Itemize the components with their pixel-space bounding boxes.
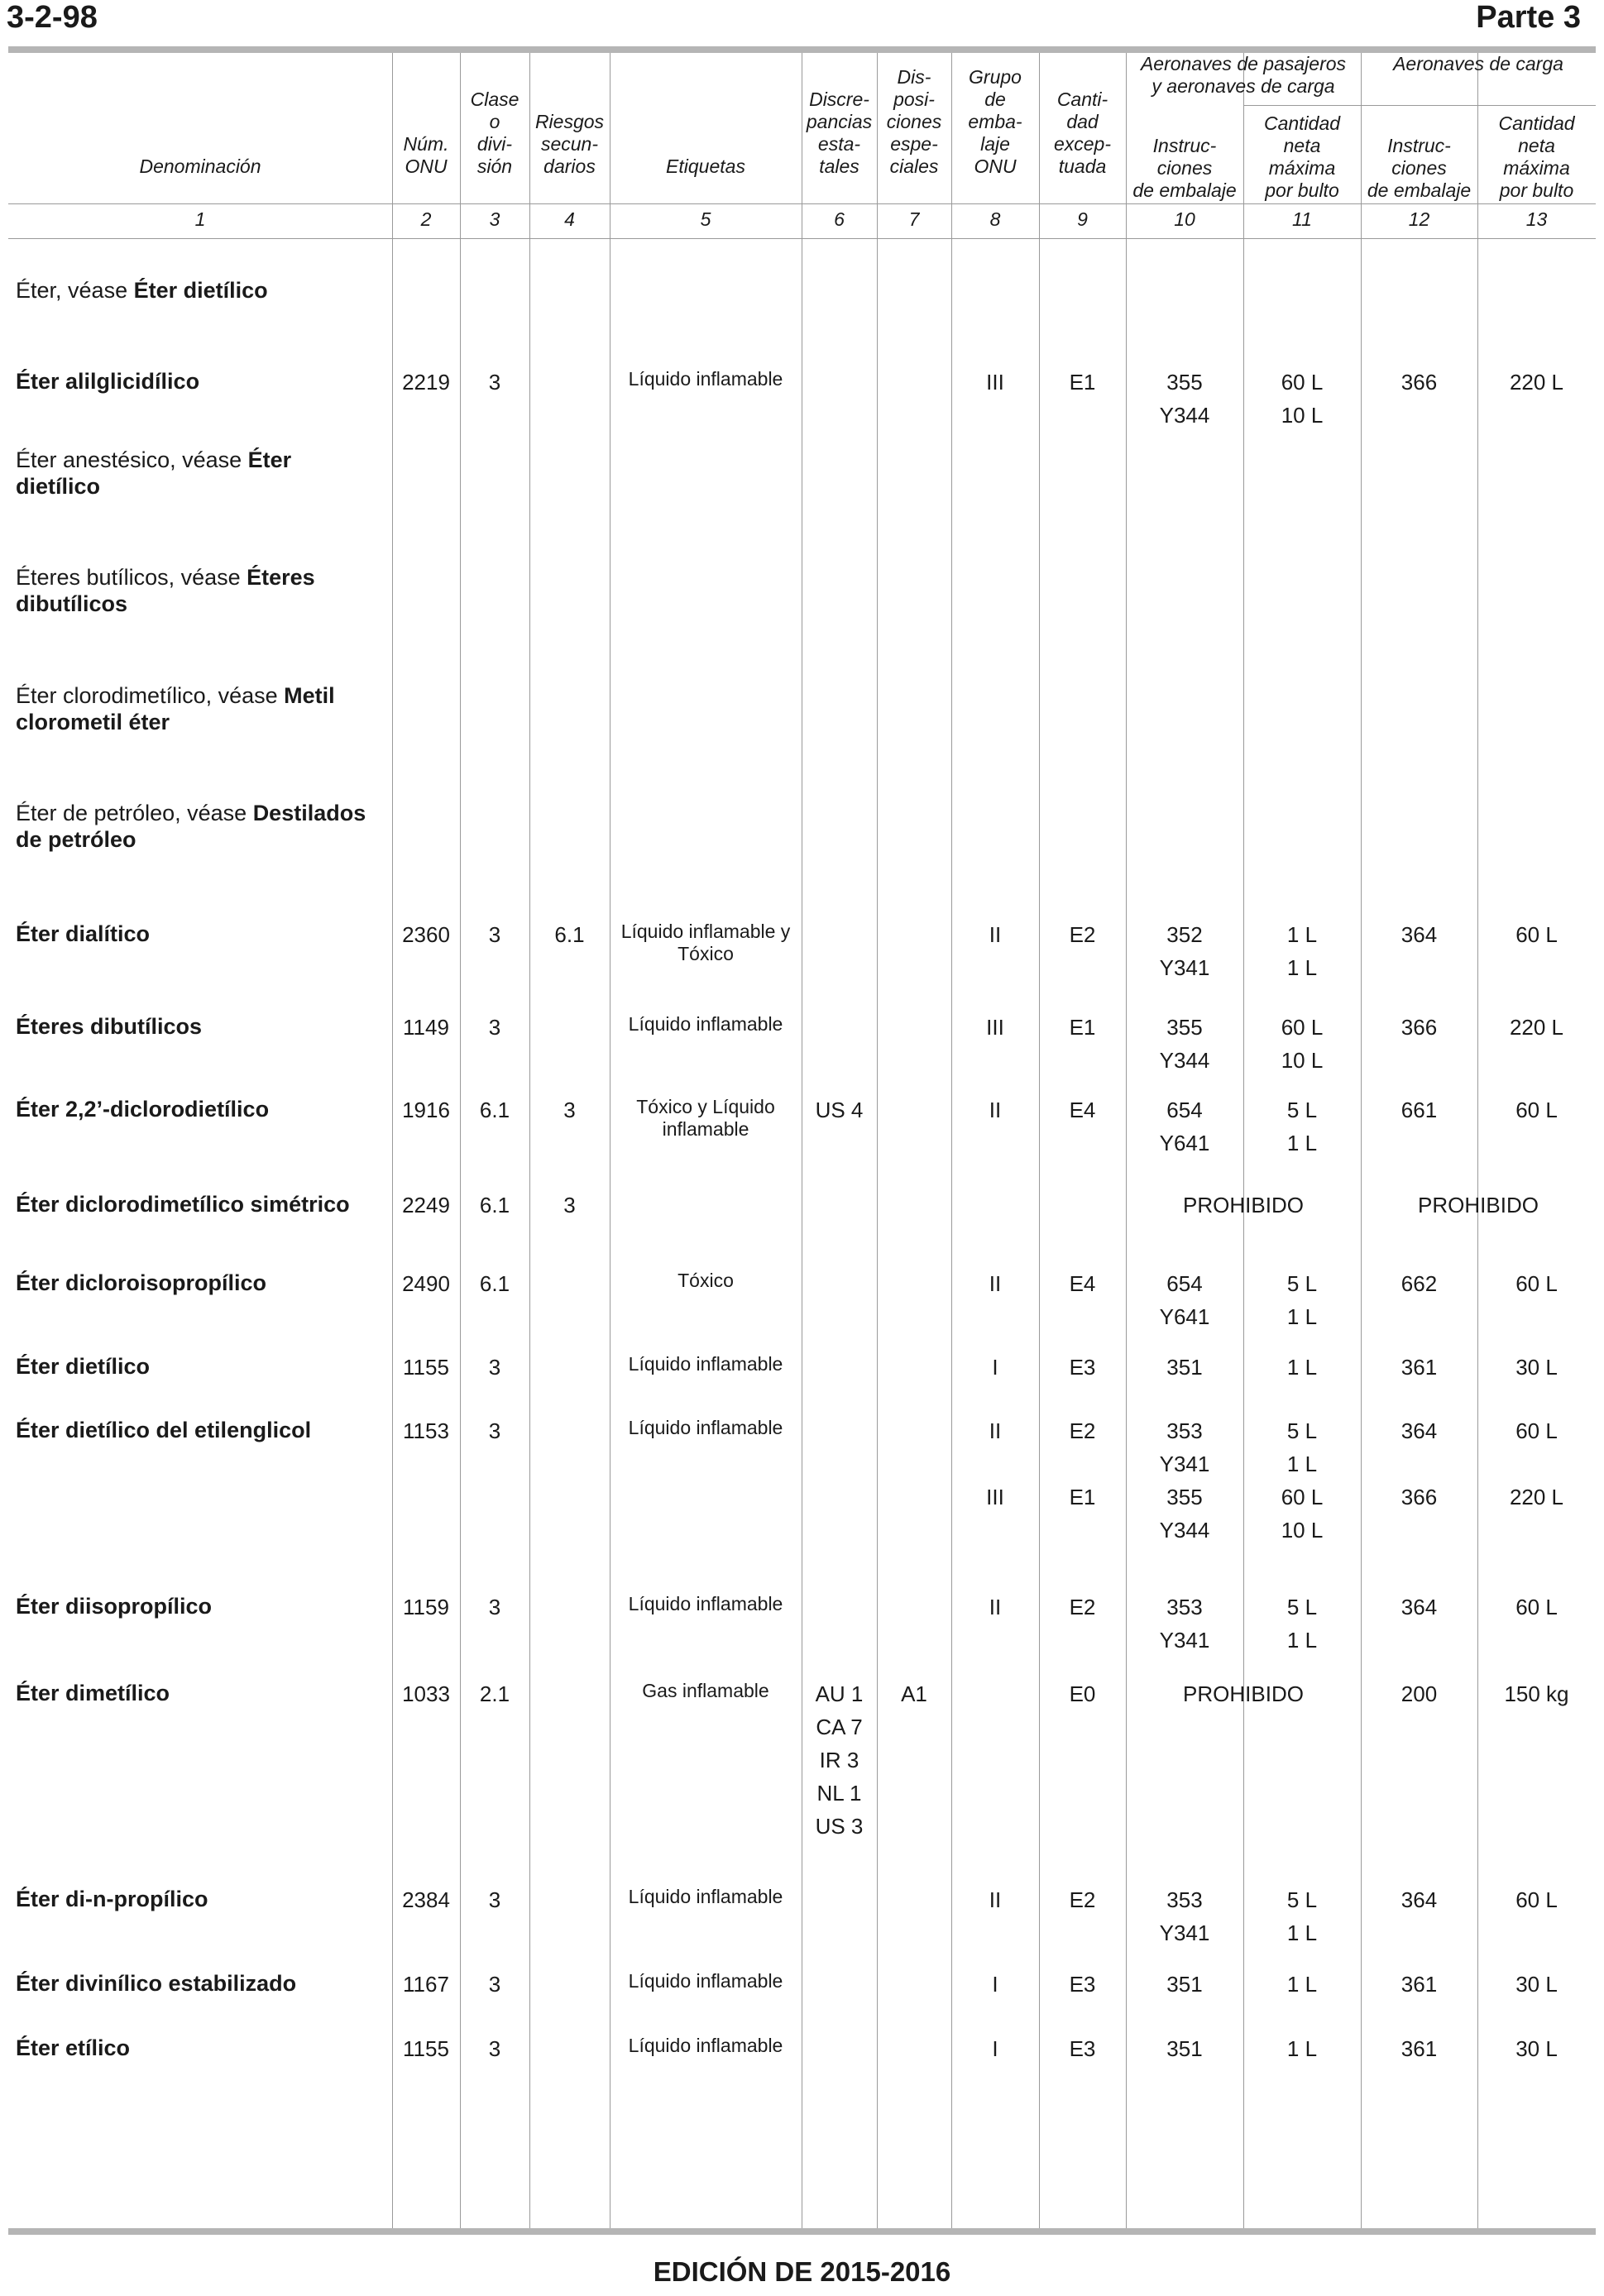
name-bold: Éter dietílico — [16, 1354, 151, 1379]
table-row-name — [16, 564, 380, 617]
cell-cargo-cantidad: 60 L — [1515, 1098, 1558, 1122]
cell-riesgos: 3 — [563, 1193, 576, 1217]
cell-pax-instrucciones: Y641 — [1159, 1131, 1210, 1155]
cell-pax-cantidad: 5 L — [1286, 1887, 1318, 1912]
cell-cargo-instrucciones: 366 — [1401, 1015, 1438, 1040]
cell-pax-cantidad: 1 L — [1286, 922, 1318, 947]
name-bold: Metil — [284, 683, 335, 708]
cell-pax-instrucciones: 355 — [1166, 1485, 1203, 1509]
cell-cargo-instrucciones: 661 — [1401, 1098, 1438, 1122]
cell-etiquetas: Líquido inflamable — [628, 368, 783, 390]
col-number: 10 — [1174, 208, 1195, 230]
header-divider — [1243, 105, 1477, 106]
col-head-cantidad-exceptuada-line: excep- — [1053, 133, 1112, 155]
cell-cargo-instrucciones: 364 — [1401, 922, 1438, 947]
col-number: 1 — [194, 208, 206, 230]
cell-discrepancias: IR 3 — [819, 1748, 859, 1772]
cell-pax-cantidad: 5 L — [1286, 1098, 1318, 1122]
cell-pax-cantidad: 10 L — [1281, 403, 1324, 428]
cell-etiquetas: Tóxico — [678, 1270, 734, 1291]
col-head-grupo-line: Grupo — [969, 66, 1022, 88]
cell-pax-cantidad: 10 L — [1281, 1048, 1324, 1073]
col-number: 6 — [834, 208, 845, 230]
col-head-pax-aircraft-line: Aeronaves de pasajeros — [1140, 53, 1347, 74]
col-head-num-onu-line: Núm. — [403, 133, 449, 155]
cell-riesgos: 6.1 — [554, 922, 585, 947]
table-row-name — [16, 2035, 380, 2061]
col-number: 8 — [989, 208, 1001, 230]
col-head-cantidad-exceptuada-line: Canti- — [1056, 88, 1108, 110]
cell-cantidad-exceptuada: E1 — [1069, 1015, 1096, 1040]
name-bold: Éter dietílico del etilenglicol — [16, 1418, 312, 1442]
top-rule — [8, 46, 1596, 53]
col-head-grupo — [951, 66, 1039, 178]
cell-discrepancias: US 3 — [815, 1814, 864, 1839]
cell-pax-instrucciones: Y341 — [1159, 1452, 1210, 1476]
col-head-cantidad-exceptuada-line: tuada — [1058, 155, 1107, 177]
col-head-pax-aircraft-line: y aeronaves de carga — [1152, 75, 1335, 97]
cell-grupo: II — [989, 1595, 1002, 1619]
cell-etiquetas: Tóxico y Líquido — [636, 1096, 775, 1117]
column-divider — [529, 53, 530, 2228]
col-head-num-onu — [392, 133, 460, 178]
col-head-cargo-cantidad-line: neta — [1518, 135, 1555, 156]
name-bold: Éter divinílico estabilizado — [16, 1971, 297, 1996]
name-bold: de petróleo — [16, 827, 136, 852]
cell-cargo-cantidad: 30 L — [1515, 1355, 1558, 1380]
col-head-discrepancias-line: Discre- — [809, 88, 869, 110]
name-bold: Éteres — [247, 565, 315, 590]
header-divider — [8, 238, 1596, 239]
cell-num-onu: 2360 — [402, 922, 450, 947]
cell-pax-cantidad: 1 L — [1286, 2036, 1318, 2061]
col-head-grupo-line: laje — [980, 133, 1010, 155]
col-head-pax-instrucciones-line: Instruc- — [1152, 135, 1217, 156]
col-head-grupo-line: emba- — [968, 111, 1022, 132]
cell-pax-prohibido: PROHIBIDO — [1183, 1193, 1304, 1217]
col-number: 9 — [1077, 208, 1088, 230]
table-row-name — [16, 1270, 380, 1296]
cell-cargo-instrucciones: 361 — [1401, 1355, 1438, 1380]
cell-cargo-cantidad: 150 kg — [1504, 1681, 1569, 1706]
table-row-name — [16, 1191, 380, 1217]
cell-num-onu: 2219 — [402, 370, 450, 395]
name-bold: Éter etílico — [16, 2035, 131, 2060]
col-head-pax-cantidad — [1243, 112, 1361, 202]
col-number: 3 — [489, 208, 500, 230]
cell-pax-instrucciones: 355 — [1166, 1015, 1203, 1040]
name-bold: dietílico — [16, 474, 101, 499]
col-head-denominacion-line: Denominación — [139, 155, 261, 177]
header-divider — [1477, 105, 1596, 106]
cell-cantidad-exceptuada: E1 — [1069, 1485, 1096, 1509]
col-head-grupo-line: de — [984, 88, 1006, 110]
cell-pax-instrucciones: Y641 — [1159, 1304, 1210, 1329]
table-row-name — [16, 1680, 380, 1706]
cell-grupo: II — [989, 1271, 1002, 1296]
cell-pax-instrucciones: Y341 — [1159, 1921, 1210, 1945]
table-row-name — [16, 1417, 380, 1443]
cell-pax-instrucciones: 654 — [1166, 1271, 1203, 1296]
cell-grupo: III — [986, 1015, 1004, 1040]
col-head-disposiciones — [877, 66, 951, 178]
cell-clase: 3 — [488, 1887, 501, 1912]
cell-pax-cantidad: 1 L — [1286, 1921, 1318, 1945]
col-head-cantidad-exceptuada-line: dad — [1066, 111, 1099, 132]
col-head-pax-cantidad-line: máxima — [1268, 157, 1336, 179]
cell-pax-instrucciones: 353 — [1166, 1595, 1203, 1619]
name-bold: Éter di-n-propílico — [16, 1887, 208, 1911]
cell-etiquetas: Gas inflamable — [642, 1680, 769, 1701]
cell-cantidad-exceptuada: E3 — [1069, 2036, 1096, 2061]
col-head-disposiciones-line: espe- — [890, 133, 938, 155]
col-head-cargo-cantidad — [1477, 112, 1596, 202]
cell-num-onu: 1149 — [403, 1015, 449, 1040]
cell-cargo-instrucciones: 200 — [1401, 1681, 1438, 1706]
col-head-cargo-aircraft-line: Aeronaves de carga — [1393, 53, 1563, 74]
cell-pax-instrucciones: 353 — [1166, 1418, 1203, 1443]
col-head-pax-instrucciones-line: de embalaje — [1132, 179, 1237, 201]
col-head-clase — [460, 88, 529, 178]
table-row-name — [16, 277, 380, 304]
cell-num-onu: 1159 — [403, 1595, 449, 1619]
cell-etiquetas: inflamable — [662, 1118, 749, 1140]
col-head-discrepancias-line: pancias — [806, 111, 873, 132]
cell-etiquetas: Líquido inflamable — [628, 2035, 783, 2056]
cell-clase: 6.1 — [479, 1271, 510, 1296]
table-row-name — [16, 1353, 380, 1380]
cell-cargo-instrucciones: 361 — [1401, 1972, 1438, 1997]
cell-pax-instrucciones: Y341 — [1159, 1628, 1210, 1653]
col-head-grupo-line: ONU — [974, 155, 1017, 177]
cell-num-onu: 1033 — [402, 1681, 450, 1706]
cell-pax-cantidad: 1 L — [1286, 1304, 1318, 1329]
col-head-cantidad-exceptuada — [1039, 88, 1126, 178]
cell-cargo-prohibido: PROHIBIDO — [1418, 1193, 1539, 1217]
cell-clase: 3 — [488, 1355, 501, 1380]
cell-cargo-cantidad: 220 L — [1509, 1015, 1564, 1040]
cell-discrepancias: CA 7 — [816, 1715, 863, 1739]
cell-cargo-instrucciones: 361 — [1401, 2036, 1438, 2061]
cell-grupo: II — [989, 922, 1002, 947]
cell-pax-instrucciones: 353 — [1166, 1887, 1203, 1912]
col-head-cargo-instrucciones-line: ciones — [1391, 157, 1447, 179]
cell-clase: 3 — [488, 922, 501, 947]
cell-clase: 3 — [488, 1595, 501, 1619]
cell-clase: 3 — [488, 2036, 501, 2061]
cell-num-onu: 1153 — [403, 1418, 449, 1443]
table-row-name — [16, 1970, 380, 1997]
col-head-riesgos — [529, 111, 610, 178]
cell-pax-cantidad: 5 L — [1286, 1271, 1318, 1296]
name-bold: Éter diisopropílico — [16, 1594, 213, 1619]
header-divider — [8, 203, 1596, 204]
col-head-clase-line: Clase — [470, 88, 520, 110]
cell-pax-instrucciones: 351 — [1166, 2036, 1203, 2061]
table-row-name — [16, 1013, 380, 1040]
name-text: Éteres butílicos, véase — [16, 565, 247, 590]
cell-discrepancias: US 4 — [815, 1098, 864, 1122]
cell-pax-cantidad: 10 L — [1281, 1518, 1324, 1543]
col-head-cargo-cantidad-line: por bulto — [1499, 179, 1574, 201]
col-head-pax-cantidad-line: neta — [1283, 135, 1321, 156]
col-number: 4 — [564, 208, 575, 230]
col-head-clase-line: sión — [476, 155, 513, 177]
cell-pax-instrucciones: Y344 — [1159, 403, 1210, 428]
cell-cantidad-exceptuada: E1 — [1069, 370, 1096, 395]
column-divider — [877, 53, 878, 2228]
cell-clase: 3 — [488, 370, 501, 395]
cell-etiquetas: Líquido inflamable — [628, 1593, 783, 1614]
col-head-pax-aircraft — [1126, 53, 1361, 98]
col-head-riesgos-line: secun- — [540, 133, 599, 155]
cell-cargo-cantidad: 60 L — [1515, 1271, 1558, 1296]
name-bold: dibutílicos — [16, 591, 127, 616]
name-text: Éter clorodimetílico, véase — [16, 683, 285, 708]
cell-num-onu: 1167 — [403, 1972, 449, 1997]
cell-num-onu: 2490 — [402, 1271, 450, 1296]
cell-pax-cantidad: 1 L — [1286, 1452, 1318, 1476]
cell-cantidad-exceptuada: E4 — [1069, 1271, 1096, 1296]
col-head-pax-instrucciones-line: ciones — [1156, 157, 1213, 179]
col-head-clase-line: o — [489, 111, 500, 132]
cell-cantidad-exceptuada: E0 — [1069, 1681, 1096, 1706]
cell-pax-cantidad: 1 L — [1286, 955, 1318, 980]
cell-pax-prohibido: PROHIBIDO — [1183, 1681, 1304, 1706]
col-head-pax-instrucciones — [1126, 135, 1243, 202]
cell-cantidad-exceptuada: E2 — [1069, 1887, 1096, 1912]
cell-cantidad-exceptuada: E2 — [1069, 922, 1096, 947]
cell-pax-cantidad: 1 L — [1286, 1628, 1318, 1653]
col-number: 7 — [908, 208, 920, 230]
col-head-discrepancias-line: esta- — [817, 133, 861, 155]
cell-num-onu: 2384 — [402, 1887, 450, 1912]
cell-pax-cantidad: 1 L — [1286, 1131, 1318, 1155]
cell-etiquetas: Tóxico — [678, 943, 734, 964]
col-number: 5 — [700, 208, 711, 230]
cell-pax-instrucciones: 352 — [1166, 922, 1203, 947]
cell-cargo-cantidad: 60 L — [1515, 922, 1558, 947]
col-number: 13 — [1525, 208, 1548, 230]
cell-pax-cantidad: 5 L — [1286, 1418, 1318, 1443]
cell-num-onu: 1155 — [403, 1355, 449, 1380]
cell-pax-instrucciones: 355 — [1166, 370, 1203, 395]
cell-grupo: I — [992, 2036, 998, 2061]
table-row-name — [16, 1593, 380, 1619]
cell-grupo: III — [986, 1485, 1004, 1509]
cell-pax-cantidad: 1 L — [1286, 1355, 1318, 1380]
cell-cargo-cantidad: 220 L — [1509, 1485, 1564, 1509]
cell-pax-instrucciones: 351 — [1166, 1355, 1203, 1380]
table-row-name — [16, 921, 380, 947]
col-head-cargo-aircraft — [1361, 53, 1596, 75]
cell-grupo: I — [992, 1355, 998, 1380]
cell-clase: 2.1 — [479, 1681, 510, 1706]
name-bold: Éter diclorodimetílico simétrico — [16, 1192, 350, 1217]
name-bold: Éter alilglicidílico — [16, 369, 200, 394]
cell-discrepancias: AU 1 — [815, 1681, 864, 1706]
col-head-disposiciones-line: Dis- — [897, 66, 931, 88]
cell-clase: 3 — [488, 1015, 501, 1040]
cell-cantidad-exceptuada: E2 — [1069, 1595, 1096, 1619]
col-head-disposiciones-line: ciales — [889, 155, 939, 177]
name-bold: Éter — [247, 447, 292, 472]
cell-pax-cantidad: 60 L — [1281, 1485, 1324, 1509]
cell-cantidad-exceptuada: E2 — [1069, 1418, 1096, 1443]
col-head-cargo-instrucciones-line: de embalaje — [1367, 179, 1472, 201]
cell-etiquetas: Líquido inflamable — [628, 1970, 783, 1992]
edition-footer: EDICIÓN DE 2015-2016 — [653, 2256, 951, 2287]
cell-clase: 6.1 — [479, 1193, 510, 1217]
col-head-cargo-instrucciones-line: Instruc- — [1387, 135, 1451, 156]
name-bold: Destilados — [252, 801, 366, 825]
table-row-name — [16, 1096, 380, 1122]
name-text: Éter de petróleo, véase — [16, 801, 253, 825]
col-head-discrepancias — [802, 88, 877, 178]
name-bold: Éteres dibutílicos — [16, 1014, 203, 1039]
cell-cargo-cantidad: 220 L — [1509, 370, 1564, 395]
cell-grupo: I — [992, 1972, 998, 1997]
col-number: 2 — [420, 208, 432, 230]
cell-pax-instrucciones: Y344 — [1159, 1048, 1210, 1073]
col-head-etiquetas — [610, 155, 802, 178]
col-head-riesgos-line: Riesgos — [534, 111, 605, 132]
cell-pax-cantidad: 1 L — [1286, 1972, 1318, 1997]
cell-pax-instrucciones: 351 — [1166, 1972, 1203, 1997]
cell-cargo-instrucciones: 364 — [1401, 1887, 1438, 1912]
cell-cargo-cantidad: 60 L — [1515, 1595, 1558, 1619]
col-head-pax-cantidad-line: por bulto — [1265, 179, 1339, 201]
cell-num-onu: 1155 — [403, 2036, 449, 2061]
cell-cargo-cantidad: 30 L — [1515, 2036, 1558, 2061]
cell-etiquetas: Líquido inflamable y — [620, 921, 791, 942]
cell-etiquetas: Líquido inflamable — [628, 1417, 783, 1438]
col-head-cargo-cantidad-line: Cantidad — [1498, 112, 1575, 134]
col-head-riesgos-line: darios — [543, 155, 596, 177]
cell-cargo-instrucciones: 366 — [1401, 1485, 1438, 1509]
cell-pax-instrucciones: Y341 — [1159, 955, 1210, 980]
table-row-name — [16, 368, 380, 395]
name-bold: Éter 2,2’-diclorodietílico — [16, 1097, 270, 1122]
cell-cantidad-exceptuada: E4 — [1069, 1098, 1096, 1122]
cell-etiquetas: Líquido inflamable — [628, 1013, 783, 1035]
cell-cargo-instrucciones: 366 — [1401, 370, 1438, 395]
col-head-discrepancias-line: tales — [819, 155, 859, 177]
col-head-denominacion — [8, 155, 392, 178]
col-head-num-onu-line: ONU — [405, 155, 448, 177]
name-bold: Éter dietílico — [133, 278, 268, 303]
cell-pax-cantidad: 5 L — [1286, 1595, 1318, 1619]
col-head-disposiciones-line: ciones — [886, 111, 942, 132]
col-number: 12 — [1408, 208, 1430, 230]
cell-etiquetas: Líquido inflamable — [628, 1886, 783, 1907]
cell-pax-instrucciones: Y344 — [1159, 1518, 1210, 1543]
cell-cantidad-exceptuada: E3 — [1069, 1972, 1096, 1997]
col-head-disposiciones-line: posi- — [893, 88, 935, 110]
cell-grupo: II — [989, 1887, 1002, 1912]
name-bold: Éter dicloroisopropílico — [16, 1270, 267, 1295]
col-head-pax-cantidad-line: Cantidad — [1263, 112, 1341, 134]
cell-clase: 3 — [488, 1418, 501, 1443]
name-bold: clorometil éter — [16, 710, 170, 734]
cell-clase: 6.1 — [479, 1098, 510, 1122]
cell-cargo-instrucciones: 364 — [1401, 1418, 1438, 1443]
cell-etiquetas: Líquido inflamable — [628, 1353, 783, 1375]
cell-cargo-cantidad: 30 L — [1515, 1972, 1558, 1997]
col-head-etiquetas-line: Etiquetas — [666, 155, 745, 177]
cell-grupo: II — [989, 1418, 1002, 1443]
part-title: Parte 3 — [1476, 0, 1581, 35]
cell-disposiciones: A1 — [901, 1681, 927, 1706]
col-head-cargo-instrucciones — [1361, 135, 1477, 202]
cell-pax-instrucciones: 654 — [1166, 1098, 1203, 1122]
table-row-name — [16, 1886, 380, 1912]
cell-riesgos: 3 — [563, 1098, 576, 1122]
table-row-name — [16, 800, 380, 853]
bottom-rule — [8, 2228, 1596, 2235]
cell-grupo: II — [989, 1098, 1002, 1122]
cell-grupo: III — [986, 370, 1004, 395]
table-row-name — [16, 447, 380, 500]
col-head-cargo-cantidad-line: máxima — [1503, 157, 1570, 179]
table-row-name — [16, 682, 380, 735]
cell-num-onu: 2249 — [402, 1193, 450, 1217]
name-text: Éter, véase — [16, 278, 134, 303]
cell-cargo-cantidad: 60 L — [1515, 1418, 1558, 1443]
page-number: 3-2-98 — [7, 0, 98, 35]
cell-discrepancias: NL 1 — [816, 1781, 862, 1806]
cell-pax-cantidad: 60 L — [1281, 370, 1324, 395]
name-bold: Éter dialítico — [16, 921, 151, 946]
cell-pax-cantidad: 60 L — [1281, 1015, 1324, 1040]
col-head-clase-line: divi- — [476, 133, 513, 155]
cell-cargo-cantidad: 60 L — [1515, 1887, 1558, 1912]
cell-cargo-instrucciones: 662 — [1401, 1271, 1438, 1296]
cell-clase: 3 — [488, 1972, 501, 1997]
cell-cargo-instrucciones: 364 — [1401, 1595, 1438, 1619]
col-number: 11 — [1292, 208, 1312, 230]
name-text: Éter anestésico, véase — [16, 447, 248, 472]
name-bold: Éter dimetílico — [16, 1681, 170, 1705]
cell-num-onu: 1916 — [402, 1098, 450, 1122]
cell-cantidad-exceptuada: E3 — [1069, 1355, 1096, 1380]
